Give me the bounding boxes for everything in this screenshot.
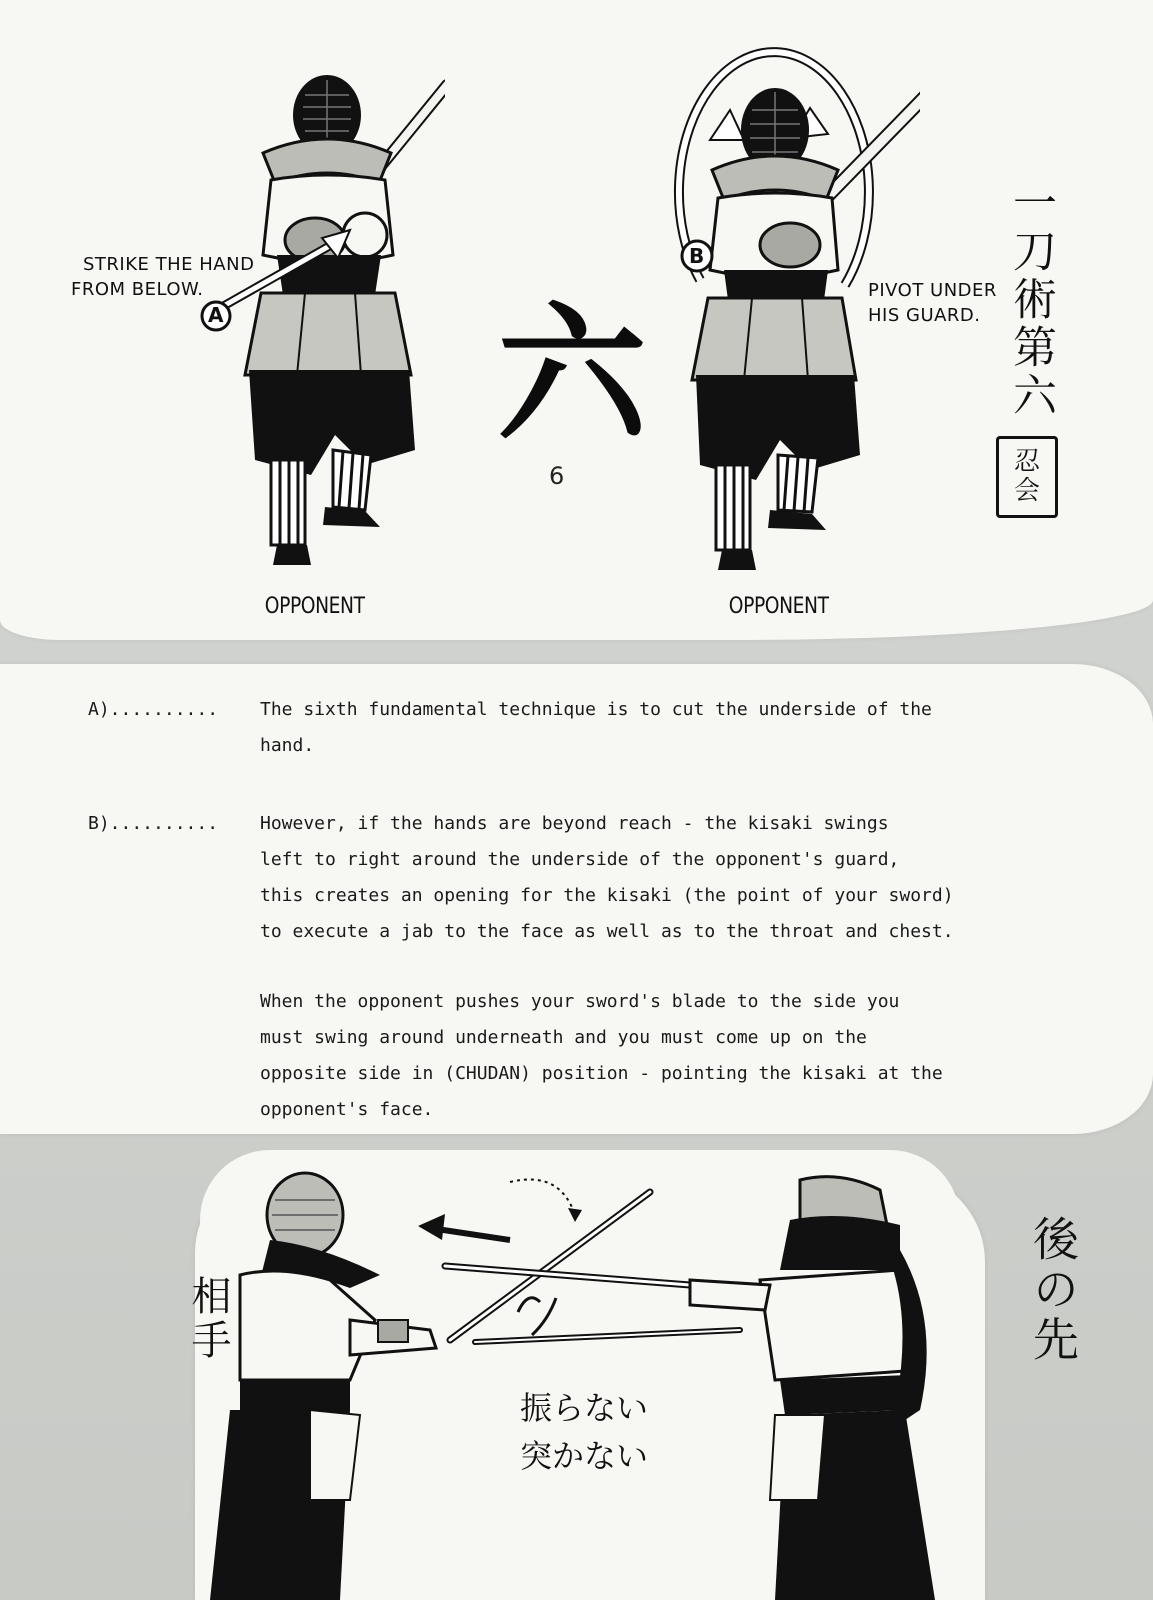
paragraph-2-line-4: opponent's face. — [260, 1099, 434, 1120]
seal-char-1: 忍 — [1013, 447, 1040, 478]
caption-strike-line-1: STRIKE THE HAND — [83, 254, 255, 275]
caption-pivot-under — [868, 278, 997, 328]
opponent-caption-left: OPPONENT — [264, 594, 365, 619]
side-title: 一刀術第六 — [1005, 180, 1056, 420]
section-b-line-4: to execute a jab to the face as well as to the throat and chest. — [260, 921, 954, 942]
section-b-label: B).......... — [88, 813, 219, 834]
center-line-2: 突かない — [520, 1437, 649, 1475]
section-b-line-3: this creates an opening for the kisaki (the point of your sword) — [260, 885, 954, 906]
caption-pivot-line-2: HIS GUARD. — [868, 305, 981, 326]
paragraph-2-line-1: When the opponent pushes your sword's blade to the side you — [260, 991, 900, 1012]
paragraph-2-line-2: must swing around underneath and you must come up on the — [260, 1027, 867, 1048]
chapter-number: 6 — [549, 462, 565, 490]
section-a-body — [260, 692, 1020, 764]
chapter-kanji: 六 — [497, 287, 648, 463]
section-b-line-2: left to right around the underside of the opponent's guard, — [260, 849, 900, 870]
caption-strike-the-hand — [71, 252, 254, 302]
seal-stamp — [996, 436, 1058, 518]
left-label-aite: 相手 — [185, 1275, 231, 1363]
right-label-go-no-sen: 後の先 — [1026, 1215, 1080, 1365]
section-b-line-1: However, if the hands are beyond reach - the kisaki swings — [260, 813, 889, 834]
paragraph-2-line-3: opposite side in (CHUDAN) position - pointing the kisaki at the — [260, 1063, 943, 1084]
section-a-line-2: hand. — [260, 735, 315, 756]
section-b-body — [260, 806, 1020, 950]
paragraph-2-body — [260, 984, 1020, 1128]
caption-strike-line-2: FROM BELOW. — [71, 279, 204, 300]
section-a-line-1: The sixth fundamental technique is to cut the underside of the — [260, 699, 932, 720]
label-a: A — [208, 303, 224, 327]
opponent-caption-right: OPPONENT — [728, 594, 829, 619]
center-line-1: 振らない — [520, 1389, 649, 1427]
center-handwriting — [520, 1384, 648, 1480]
seal-char-2: 会 — [1013, 476, 1040, 506]
caption-pivot-line-1: PIVOT UNDER — [868, 280, 997, 301]
label-b: B — [689, 244, 705, 268]
section-a-label: A).......... — [88, 699, 219, 720]
